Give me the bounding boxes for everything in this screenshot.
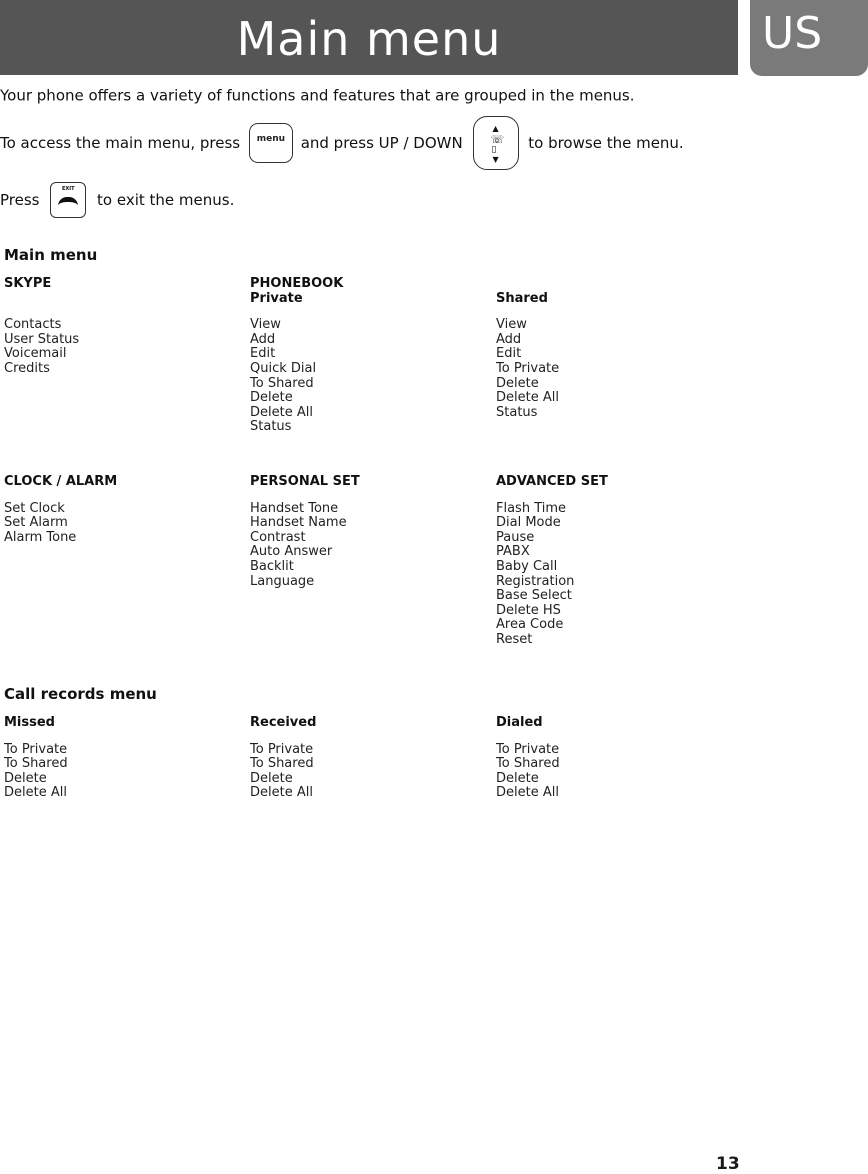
header-bar <box>0 0 738 75</box>
page-number: 13 <box>716 1154 740 1174</box>
list-item: Add <box>250 331 276 347</box>
exit-key-icon <box>50 182 86 218</box>
navigation-key-icon <box>473 116 519 170</box>
language-tab <box>750 0 868 76</box>
list-item: Base Select <box>496 588 572 604</box>
list-item: Reset <box>496 631 533 647</box>
list-item: To Shared <box>496 756 560 772</box>
list-item: Delete All <box>496 390 559 406</box>
list-item: Pause <box>496 529 535 545</box>
main-menu-heading: Main menu <box>4 246 98 264</box>
intro-text: to browse the menu. <box>528 134 684 152</box>
column-heading: ADVANCED SET <box>496 474 608 489</box>
column-heading: SKYPE <box>4 276 52 291</box>
intro-line-3 <box>0 182 234 218</box>
list-item: View <box>250 317 281 333</box>
list-item: Credits <box>4 360 50 376</box>
menu-column-shared <box>496 277 559 420</box>
menu-column-personal-set <box>250 475 360 589</box>
menu-key-label: menu <box>256 134 286 144</box>
list-item: To Private <box>250 741 314 757</box>
list-item: Delete All <box>4 785 67 801</box>
column-heading: Shared <box>496 290 548 306</box>
list-item: Contrast <box>250 529 306 545</box>
intro-text: Your phone offers a variety of functions and features that are grouped in the menus. <box>0 86 635 105</box>
column-heading: PHONEBOOK <box>250 276 344 291</box>
list-item: Handset Name <box>250 515 347 531</box>
list-item: Backlit <box>250 558 294 574</box>
arrow-up-icon: ▲ <box>492 124 499 133</box>
list-item: Baby Call <box>496 558 558 574</box>
list-item: Add <box>496 331 522 347</box>
list-item: Set Alarm <box>4 515 68 531</box>
book-glyph-icon: ▯ <box>491 145 497 155</box>
intro-line-1 <box>0 86 635 105</box>
menu-key-icon <box>249 123 293 163</box>
call-records-heading: Call records menu <box>4 685 157 703</box>
list-item: To Private <box>496 741 560 757</box>
list-item: Edit <box>250 346 276 362</box>
list-item: To Shared <box>250 375 314 391</box>
column-heading: Received <box>250 715 317 730</box>
menu-column-advanced-set <box>496 475 608 648</box>
list-item: Status <box>496 404 538 420</box>
list-item: Contacts <box>4 317 62 333</box>
list-item: Auto Answer <box>250 544 333 560</box>
page-title: Main menu <box>236 12 502 66</box>
list-item: Delete <box>250 770 293 786</box>
list-item: Delete All <box>496 785 559 801</box>
list-item: Voicemail <box>4 346 67 362</box>
menu-column-dialed <box>496 716 560 801</box>
hang-up-icon <box>58 197 78 206</box>
list-item: View <box>496 317 527 333</box>
intro-text: To access the main menu, press <box>0 134 241 152</box>
menu-column-missed <box>4 716 68 801</box>
exit-key-label: EXIT <box>61 186 75 192</box>
list-item: Set Clock <box>4 500 65 516</box>
column-heading: CLOCK / ALARM <box>4 474 118 489</box>
list-item: User Status <box>4 331 80 347</box>
list-item: To Private <box>496 360 560 376</box>
list-item: Delete <box>250 390 293 406</box>
menu-column-clock-alarm <box>4 475 117 545</box>
phone-glyph-icon: ☏ <box>490 133 505 146</box>
intro-text: and press UP / DOWN <box>300 134 463 152</box>
list-item: Delete <box>4 770 47 786</box>
list-item: Alarm Tone <box>4 529 77 545</box>
list-item: Delete HS <box>496 602 561 618</box>
intro-text: to exit the menus. <box>97 191 235 209</box>
list-item: Area Code <box>496 617 564 633</box>
column-heading: Missed <box>4 715 55 730</box>
list-item: To Shared <box>250 756 314 772</box>
list-item: Flash Time <box>496 500 567 516</box>
list-item: To Shared <box>4 756 68 772</box>
column-heading: PERSONAL SET <box>250 474 360 489</box>
intro-text: Press <box>0 191 40 209</box>
arrow-down-icon: ▼ <box>492 155 499 164</box>
list-item: To Private <box>4 741 68 757</box>
intro-line-2 <box>0 116 684 170</box>
menu-column-skype <box>4 277 79 377</box>
list-item: PABX <box>496 544 530 560</box>
menu-column-phonebook <box>250 277 343 435</box>
list-item: Language <box>250 573 315 589</box>
column-heading: Dialed <box>496 715 543 730</box>
list-item: Dial Mode <box>496 515 561 531</box>
menu-column-received <box>250 716 316 801</box>
list-item: Delete <box>496 375 539 391</box>
list-item: Registration <box>496 573 575 589</box>
list-item: Delete <box>496 770 539 786</box>
list-item: Quick Dial <box>250 360 317 376</box>
list-item: Status <box>250 419 292 435</box>
language-label: US <box>762 8 823 59</box>
list-item: Delete All <box>250 404 313 420</box>
list-item: Delete All <box>250 785 313 801</box>
list-item: Handset Tone <box>250 500 339 516</box>
list-item: Edit <box>496 346 522 362</box>
column-subheading: Private <box>250 290 303 306</box>
